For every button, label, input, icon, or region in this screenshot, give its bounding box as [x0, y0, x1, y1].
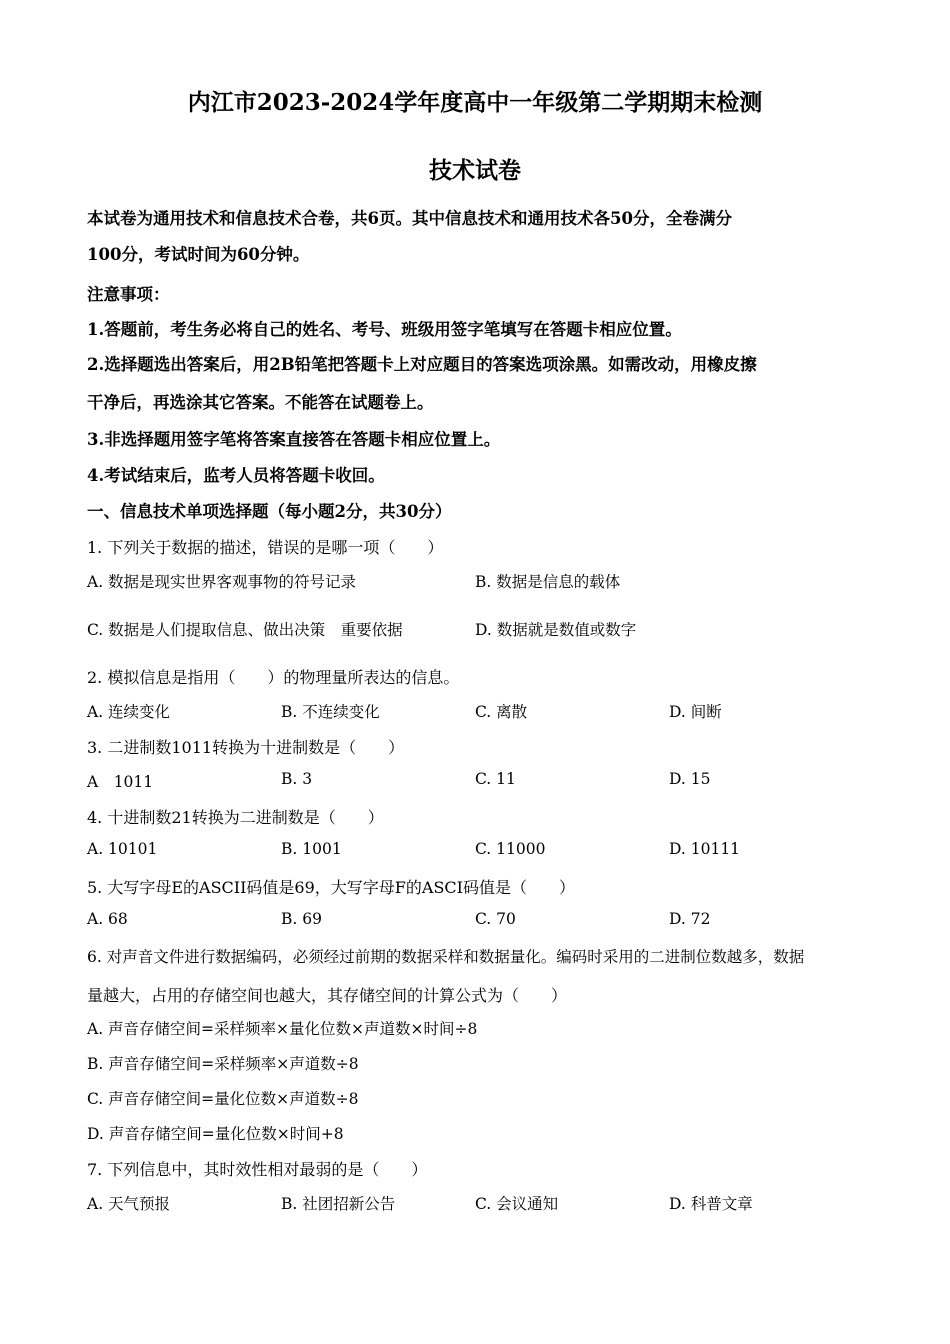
question-5-option-b: B. 69: [281, 910, 322, 928]
question-4-option-a: A. 10101: [87, 840, 158, 858]
question-4-option-c: C. 11000: [475, 840, 546, 858]
question-5-option-a: A. 68: [87, 910, 128, 928]
question-2-option-a: A. 连续变化: [87, 703, 171, 721]
exam-subtitle: 技术试卷: [429, 157, 521, 184]
exam-title: 内江市2023-2024学年度高中一年级第二学期期末检测: [187, 89, 763, 116]
question-6-option-b: B. 声音存储空间=采样频率×声道数÷8: [87, 1055, 359, 1073]
question-6-stem-line-2: 量越大，占用的存储空间也越大，其存储空间的计算公式为（ ）: [87, 986, 568, 1005]
question-7-option-b: B. 社团招新公告: [281, 1195, 396, 1213]
question-1-option-d: D. 数据就是数值或数字: [475, 621, 637, 639]
question-6-option-c: C. 声音存储空间=量化位数×声道数÷8: [87, 1090, 359, 1108]
question-6-stem-line-1: 6. 对声音文件进行数据编码，必须经过前期的数据采样和数据量化。编码时采用的二进制位数越多，数据: [87, 948, 805, 966]
intro-line-1: 本试卷为通用技术和信息技术合卷，共6页。其中信息技术和通用技术各50分，全卷满分: [87, 209, 732, 228]
question-3-option-d: D. 15: [669, 770, 711, 788]
question-1-option-a: A. 数据是现实世界客观事物的符号记录: [87, 573, 357, 591]
question-2-option-c: C. 离散: [475, 703, 528, 721]
question-1-option-c: C. 数据是人们提取信息、做出决策 重要依据: [87, 621, 403, 639]
intro-line-2: 100分，考试时间为60分钟。: [87, 245, 310, 264]
question-7-option-c: C. 会议通知: [475, 1195, 559, 1213]
question-2-stem: 2. 模拟信息是指用（ ）的物理量所表达的信息。: [87, 668, 460, 687]
note-item-3: 3.非选择题用签字笔将答案直接答在答题卡相应位置上。: [87, 430, 501, 449]
question-7-option-a: A. 天气预报: [87, 1195, 171, 1213]
question-2-option-d: D. 间断: [669, 703, 722, 721]
question-2-option-b: B. 不连续变化: [281, 703, 380, 721]
question-5-option-c: C. 70: [475, 910, 516, 928]
question-7-stem: 7. 下列信息中，其时效性相对最弱的是（ ）: [87, 1160, 428, 1179]
question-3-stem: 3. 二进制数1011转换为十进制数是（ ）: [87, 738, 405, 757]
notes-heading: 注意事项：: [87, 285, 170, 304]
note-item-2-line-1: 2.选择题选出答案后，用2B铅笔把答题卡上对应题目的答案选项涂黑。如需改动，用橡皮擦: [87, 355, 757, 374]
section-1-heading: 一、信息技术单项选择题（每小题2分，共30分）: [87, 502, 452, 521]
question-7-option-d: D. 科普文章: [669, 1195, 753, 1213]
question-3-option-a: A 1011: [87, 773, 154, 791]
note-item-2-line-2: 干净后，再选涂其它答案。不能答在试题卷上。: [87, 393, 434, 412]
question-6-option-d: D. 声音存储空间=量化位数×时间+8: [87, 1125, 344, 1143]
question-5-option-d: D. 72: [669, 910, 711, 928]
question-1-stem: 1. 下列关于数据的描述，错误的是哪一项（ ）: [87, 538, 444, 557]
question-3-option-c: C. 11: [475, 770, 516, 788]
question-6-option-a: A. 声音存储空间=采样频率×量化位数×声道数×时间÷8: [87, 1020, 478, 1038]
question-3-option-b: B. 3: [281, 770, 313, 788]
question-4-option-b: B. 1001: [281, 840, 342, 858]
question-1-option-b: B. 数据是信息的载体: [475, 573, 621, 591]
note-item-4: 4.考试结束后，监考人员将答题卡收回。: [87, 466, 385, 485]
question-4-stem: 4. 十进制数21转换为二进制数是（ ）: [87, 808, 384, 827]
note-item-1: 1.答题前，考生务必将自己的姓名、考号、班级用签字笔填写在答题卡相应位置。: [87, 320, 682, 339]
question-5-stem: 5. 大写字母E的ASCII码值是69，大写字母F的ASCI码值是（ ）: [87, 878, 575, 897]
question-4-option-d: D. 10111: [669, 840, 741, 858]
